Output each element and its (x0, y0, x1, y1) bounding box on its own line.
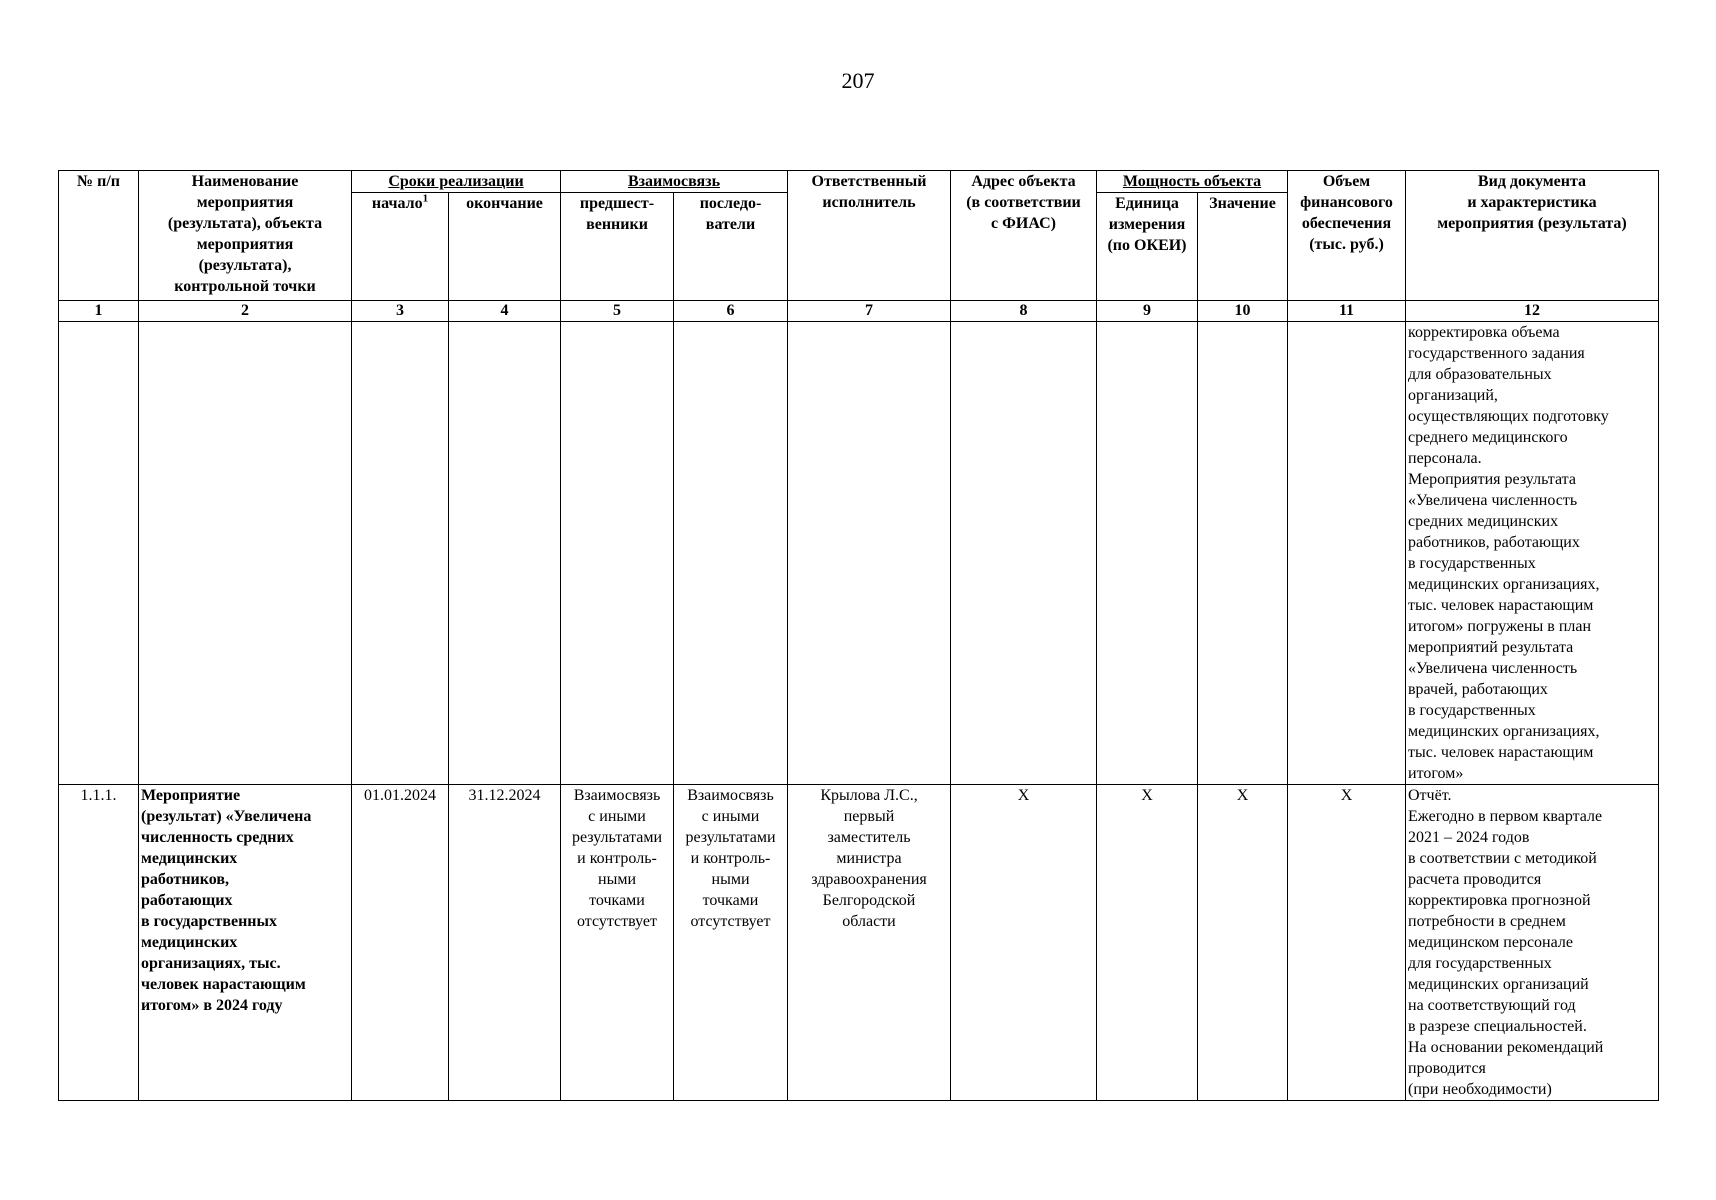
cell-responsible: Крылова Л.С., первый заместитель министра здравоохранения Белгородской области (788, 785, 951, 1101)
cell-number (59, 322, 139, 785)
cell-end (449, 322, 561, 785)
cell-document: корректировка объема государственного задания для образовательных организаций, осуществляющих подготовку среднего медицинского персонала. Мероприятия результата «Увеличена численность средних медицинских работников, работающих в государственных медицинских организациях, тыс. человек нарастающим итогом» погружены в план мероприятий результата «Увеличена численность врачей, работающих в государственных медицинских организациях, тыс. человек нарастающим итогом» (1406, 322, 1659, 785)
header-number: № п/п (59, 171, 139, 301)
header-predecessors: предшест- венники (561, 193, 674, 301)
cell-document: Отчёт. Ежегодно в первом квартале 2021 – 2024 годов в соответствии с методикой расчета проводится корректировка прогнозной потребности в среднем медицинском персонале для государственных медицинских организаций на соответствующий год в разрезе специальностей. На основании рекомендаций проводится (при необходимости) (1406, 785, 1659, 1101)
header-document: Вид документа и характеристика мероприятия (результата) (1406, 171, 1659, 301)
cell-finance (1288, 322, 1406, 785)
header-activity-name: Наименование мероприятия (результата), объекта мероприятия (результата), контрольной точки (139, 171, 352, 301)
header-start-footnote: 1 (422, 192, 429, 205)
header-links-group: Взаимосвязь (561, 171, 788, 193)
column-number: 11 (1288, 301, 1406, 322)
column-number: 7 (788, 301, 951, 322)
header-successors: последо- ватели (674, 193, 788, 301)
header-start-label: начало (371, 195, 423, 212)
cell-unit (1097, 322, 1198, 785)
header-capacity-group: Мощность объекта (1097, 171, 1288, 193)
cell-successors (674, 322, 788, 785)
cell-successors: Взаимосвязь с иными результатами и контроль- ными точками отсутствует (674, 785, 788, 1101)
header-value: Значение (1198, 193, 1288, 301)
header-row-top (59, 171, 1659, 193)
cell-value (1198, 322, 1288, 785)
cell-value: X (1198, 785, 1288, 1101)
column-number: 3 (352, 301, 449, 322)
cell-address: X (951, 785, 1097, 1101)
header-end: окончание (449, 193, 561, 301)
table-row (59, 322, 1659, 785)
header-terms-group: Сроки реализации (352, 171, 561, 193)
column-number: 8 (951, 301, 1097, 322)
header-address: Адрес объекта (в соответствии с ФИАС) (951, 171, 1097, 301)
cell-start: 01.01.2024 (352, 785, 449, 1101)
activity-plan-table (58, 170, 1659, 1101)
cell-start (352, 322, 449, 785)
header-responsible: Ответственный исполнитель (788, 171, 951, 301)
cell-address (951, 322, 1097, 785)
column-number-row (59, 301, 1659, 322)
cell-unit: X (1097, 785, 1198, 1101)
column-number: 1 (59, 301, 139, 322)
column-number: 9 (1097, 301, 1198, 322)
column-number: 5 (561, 301, 674, 322)
column-number: 2 (139, 301, 352, 322)
cell-activity-name: Мероприятие (результат) «Увеличена численность средних медицинских работников, работающих в государственных медицинских организациях, тыс. человек нарастающим итогом» в 2024 году (139, 785, 352, 1101)
column-number: 12 (1406, 301, 1659, 322)
page-number: 207 (841, 68, 875, 93)
cell-responsible (788, 322, 951, 785)
header-start (352, 193, 449, 301)
header-unit: Единица измерения (по ОКЕИ) (1097, 193, 1198, 301)
cell-activity-name (139, 322, 352, 785)
column-number: 10 (1198, 301, 1288, 322)
table-row (59, 785, 1659, 1101)
column-number: 4 (449, 301, 561, 322)
cell-finance: X (1288, 785, 1406, 1101)
cell-number: 1.1.1. (59, 785, 139, 1101)
cell-end: 31.12.2024 (449, 785, 561, 1101)
cell-predecessors (561, 322, 674, 785)
column-number: 6 (674, 301, 788, 322)
cell-predecessors: Взаимосвязь с иными результатами и контроль- ными точками отсутствует (561, 785, 674, 1101)
header-finance: Объем финансового обеспечения (тыс. руб.) (1288, 171, 1406, 301)
